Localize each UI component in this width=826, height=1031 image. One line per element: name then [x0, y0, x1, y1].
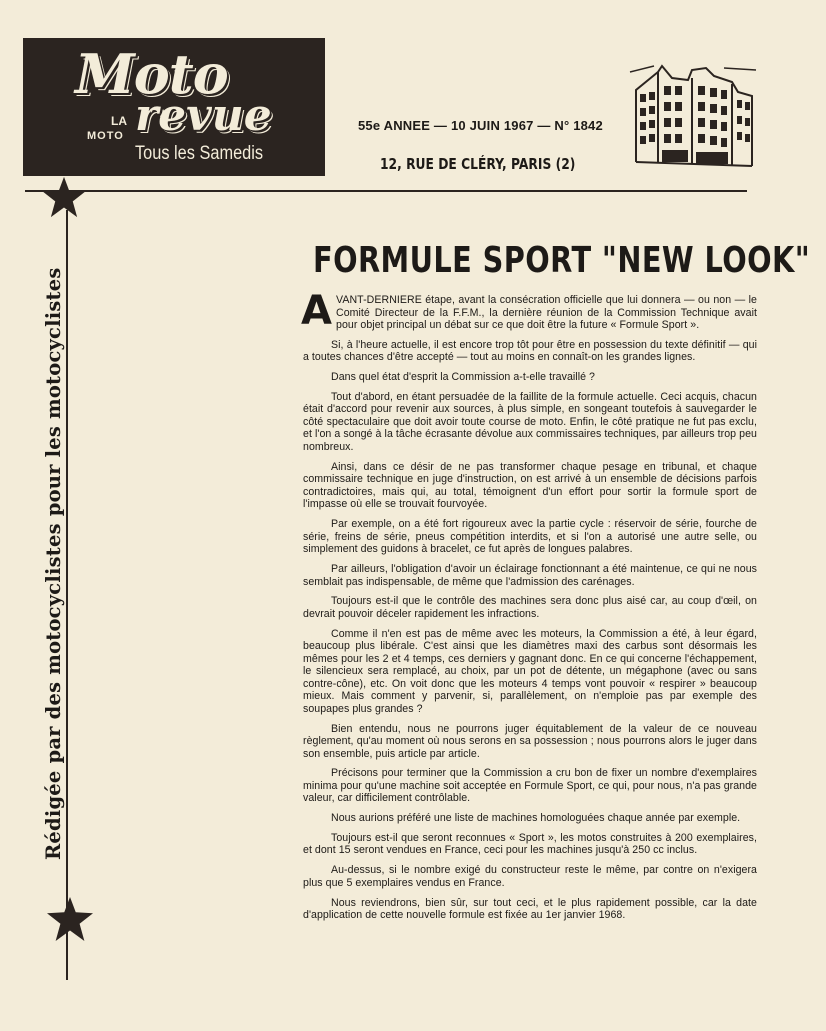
logo-moto-text: Moto [75, 42, 228, 106]
address-info: 12, RUE DE CLÉRY, PARIS (2) [380, 155, 576, 173]
sidebar-slogan: Rédigée par des motocyclistes pour les motocyclistes [42, 267, 65, 860]
top-rule [25, 190, 747, 192]
star-ornament-icon [46, 896, 94, 942]
article-paragraph: Par exemple, on a été fort rigoureux avec la partie cycle : réservoir de série, fourche de série, freins de série, pneus compétition interdits, et si l'on a autorisé une autre selle, ou simplement des guidons à bracelet, ce fut après de longues palabres. [303, 518, 757, 556]
logo-la-text: LA [111, 114, 127, 128]
article-paragraph: Toujours est-il que le contrôle des machines sera donc plus aisé car, au coup d'œil, on devrait pouvoir déceler rapidement les infractions. [303, 595, 757, 620]
article-paragraph: Dans quel état d'esprit la Commission a-t-elle travaillé ? [331, 371, 595, 384]
article-headline: FORMULE SPORT "NEW LOOK" [313, 240, 811, 281]
left-rule [66, 210, 68, 980]
masthead-logo [23, 38, 325, 176]
logo-revue-text: revue [135, 90, 272, 141]
article-paragraph: Au-dessus, si le nombre exigé du constructeur reste le même, par contre on n'exigera plus que 5 exemplaires vendus en France. [303, 864, 757, 889]
article-paragraph: Toujours est-il que seront reconnues « Sport », les motos construites à 200 exemplaires, et dont 15 seront vendues en France, ceci pour les machines jusqu'à 250 cc inclus. [303, 831, 757, 857]
article-paragraph: Précisons pour terminer que la Commission a cru bon de fixer un nombre d'exemplaires minima pour qu'une machine soit acceptée en Formule Sport, ce qui, pour nous, n'a pas grande valeur, car difficilement contrôlable. [303, 767, 757, 805]
article-paragraph: AVANT-DERNIERE étape, avant la consécration officielle que lui donnera — ou non — le Comité Directeur de la F.F.M., la dernière réunion de la Commission Technique avait pour objet principal un débat sur ce que doit être la future « Formule Sport ». [301, 288, 757, 334]
logo-tagline: Tous les Samedis [135, 143, 264, 164]
drop-cap: A [301, 288, 333, 334]
issue-info: 55e ANNEE — 10 JUIN 1967 — N° 1842 [358, 118, 603, 133]
building-illustration-icon [628, 62, 760, 174]
article-paragraph: Bien entendu, nous ne pourrons juger équitablement de la valeur de ce nouveau règlement, qu'au moment où nous serons en sa possession ; nous pourrons alors le juger dans son ensemble, puis article par article. [303, 722, 757, 760]
article-paragraph: Nous reviendrons, bien sûr, sur tout ceci, et le plus rapidement possible, car la date d'application de cette nouvelle formule est fixée au 1er janvier 1968. [303, 896, 757, 922]
article-paragraph: Ainsi, dans ce désir de ne pas transformer chaque pesage en tribunal, et chaque commissaire technique en juge d'instruction, on est arrivé à un ensemble de décisions parfois contradictoires, mais qui, au total, témoignent d'un effort pour sortir la formule sport de l'impasse où elle se trouvait fourvoyée. [303, 460, 757, 511]
article-paragraph: Par ailleurs, l'obligation d'avoir un éclairage fonctionnant a été maintenue, ce qui ne nous semblait pas indispensable, de même que l'admission des carénages. [303, 562, 757, 588]
article-paragraph: Tout d'abord, en étant persuadée de la faillite de la formule actuelle. Ceci acquis, chacun était d'accord pour revenir aux sources, à plus simple, en songeant toutefois à sauvegarder le côté spectaculaire que doit avoir toute course de moto. Enfin, le côté pratique ne fut pas exclu, et l'on a songé à la tâche écrasante dévolue aux commissaires techniques, par ailleurs trop peu nombreux. [303, 390, 757, 454]
article-paragraph: Si, à l'heure actuelle, il est encore trop tôt pour être en possession du texte définitif — qui a toutes chances d'être accepté — tout au moins en connaît-on les grandes lignes. [303, 338, 757, 364]
article-body [301, 288, 757, 929]
article-paragraph: Nous aurions préféré une liste de machines homologuées chaque année par exemple. [331, 812, 741, 825]
star-ornament-icon [42, 176, 86, 218]
article-paragraph: Comme il n'en est pas de même avec les moteurs, la Commission a été, à leur égard, beaucoup plus libérale. C'est ainsi que les diamètres maxi des carbus sont désormais les mêmes pour les 2 et 4 temps, ces derniers y gagnant donc. En ce qui concerne l'échappement, le silencieux sera remplacé, au choix, par un pot de détente, un mégaphone (avec ou sans contre-cône), etc. On voit donc que les moteurs 4 temps vont pouvoir « respirer » beaucoup mieux. Mais comment y parvenir, si, parallèlement, on n'emploie pas par exemple des soupapes plus grandes ? [303, 627, 757, 715]
logo-moto-small-text: MOTO [87, 130, 124, 142]
